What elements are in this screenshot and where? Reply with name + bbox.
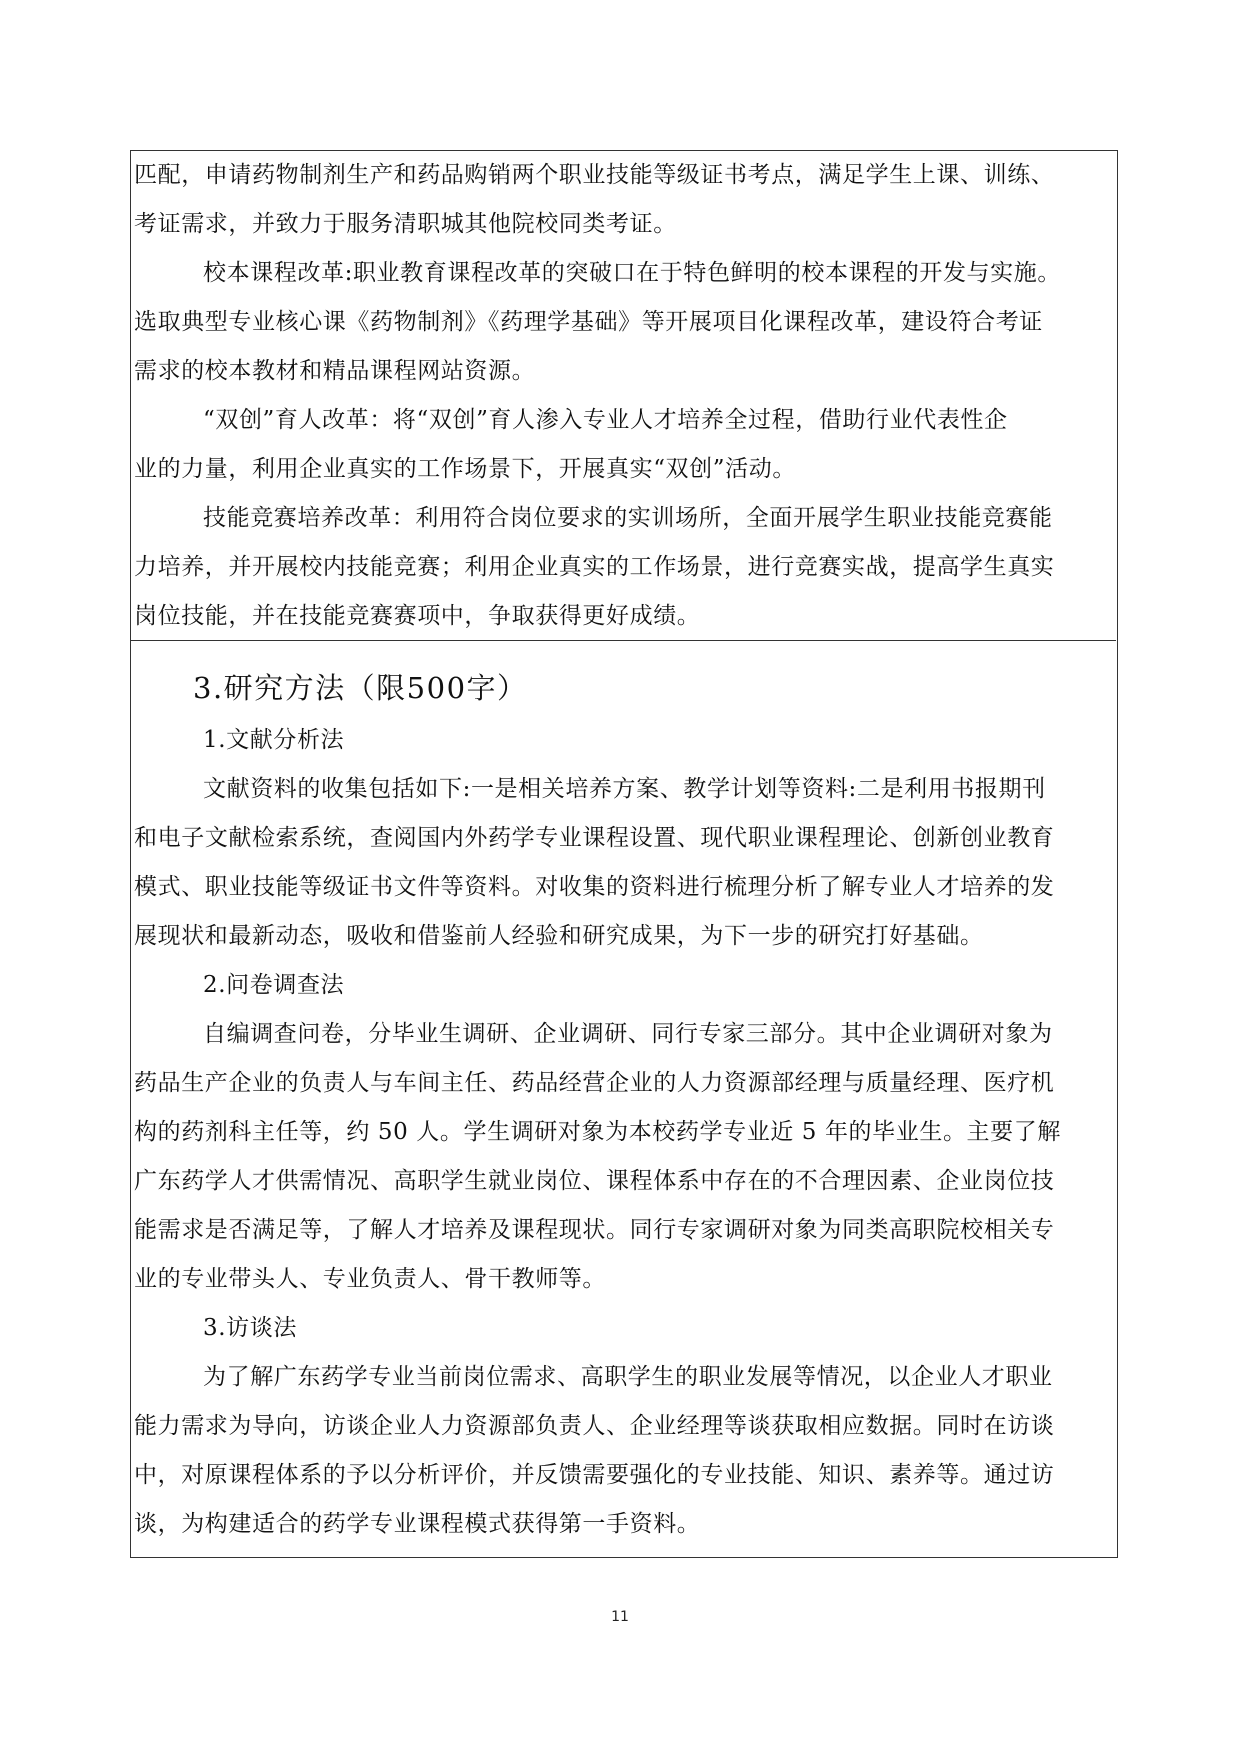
body-line: 业的力量，利用企业真实的工作场景下，开展真实“双创”活动。 xyxy=(134,456,796,482)
subheading-literature-analysis: 1.文献分析法 xyxy=(203,727,345,753)
body-line: 广东药学人才供需情况、高职学生就业岗位、课程体系中存在的不合理因素、企业岗位技 xyxy=(134,1168,1055,1194)
paragraph-skills-competition: 技能竞赛培养改革：利用符合岗位要求的实训场所，全面开展学生职业技能竞赛能 xyxy=(203,505,1053,531)
previous-section-cell xyxy=(131,151,1116,640)
body-line: 能力需求为导向，访谈企业人力资源部负责人、企业经理等谈获取相应数据。同时在访谈 xyxy=(134,1413,1055,1439)
body-line: 考证需求，并致力于服务清职城其他院校同类考证。 xyxy=(134,211,677,237)
research-methods-cell xyxy=(131,642,1116,1557)
body-line: 选取典型专业核心课《药物制剂》《药理学基础》等开展项目化课程改革，建设符合考证 xyxy=(134,309,1043,335)
paragraph-literature-analysis: 文献资料的收集包括如下:一是相关培养方案、教学计划等资料:二是利用书报期刊 xyxy=(203,776,1046,802)
body-line: 中，对原课程体系的予以分析评价，并反馈需要强化的专业技能、知识、素养等。通过访 xyxy=(134,1462,1055,1488)
page-number: 11 xyxy=(611,1609,629,1625)
paragraph-innovation-education: “双创”育人改革：将“双创”育人渗入专业人才培养全过程，借助行业代表性企 xyxy=(203,407,1008,433)
body-line: 匹配，申请药物制剂生产和药品购销两个职业技能等级证书考点，满足学生上课、训练、 xyxy=(134,162,1055,188)
body-line: 药品生产企业的负责人与车间主任、药品经营企业的人力资源部经理与质量经理、医疗机 xyxy=(134,1070,1055,1096)
body-line: 展现状和最新动态，吸收和借鉴前人经验和研究成果，为下一步的研究打好基础。 xyxy=(134,923,984,949)
body-line: 岗位技能，并在技能竞赛赛项中，争取获得更好成绩。 xyxy=(134,603,701,629)
body-line: 力培养，并开展校内技能竞赛；利用企业真实的工作场景，进行竞赛实战，提高学生真实 xyxy=(134,554,1055,580)
subheading-interview: 3.访谈法 xyxy=(203,1315,297,1341)
body-line: 和电子文献检索系统，查阅国内外药学专业课程设置、现代职业课程理论、创新创业教育 xyxy=(134,825,1055,851)
body-line: 能需求是否满足等，了解人才培养及课程现状。同行专家调研对象为同类高职院校相关专 xyxy=(134,1217,1055,1243)
body-line: 构的药剂科主任等，约 50 人。学生调研对象为本校药学专业近 5 年的毕业生。主要了解 xyxy=(134,1119,1061,1145)
section-heading: 3.研究方法（限500字） xyxy=(193,671,528,705)
body-line: 业的专业带头人、专业负责人、骨干教师等。 xyxy=(134,1266,606,1292)
body-line: 谈，为构建适合的药学专业课程模式获得第一手资料。 xyxy=(134,1511,701,1537)
table-row-divider xyxy=(131,640,1116,641)
body-line: 需求的校本教材和精品课程网站资源。 xyxy=(134,358,536,384)
subheading-questionnaire: 2.问卷调查法 xyxy=(203,972,345,998)
body-line: 模式、职业技能等级证书文件等资料。对收集的资料进行梳理分析了解专业人才培养的发 xyxy=(134,874,1055,900)
paragraph-questionnaire: 自编调查问卷，分毕业生调研、企业调研、同行专家三部分。其中企业调研对象为 xyxy=(203,1021,1053,1047)
paragraph-interview: 为了解广东药学专业当前岗位需求、高职学生的职业发展等情况，以企业人才职业 xyxy=(203,1364,1053,1390)
paragraph-school-based-curriculum: 校本课程改革:职业教育课程改革的突破口在于特色鲜明的校本课程的开发与实施。 xyxy=(203,260,1061,286)
form-table xyxy=(130,150,1118,1558)
